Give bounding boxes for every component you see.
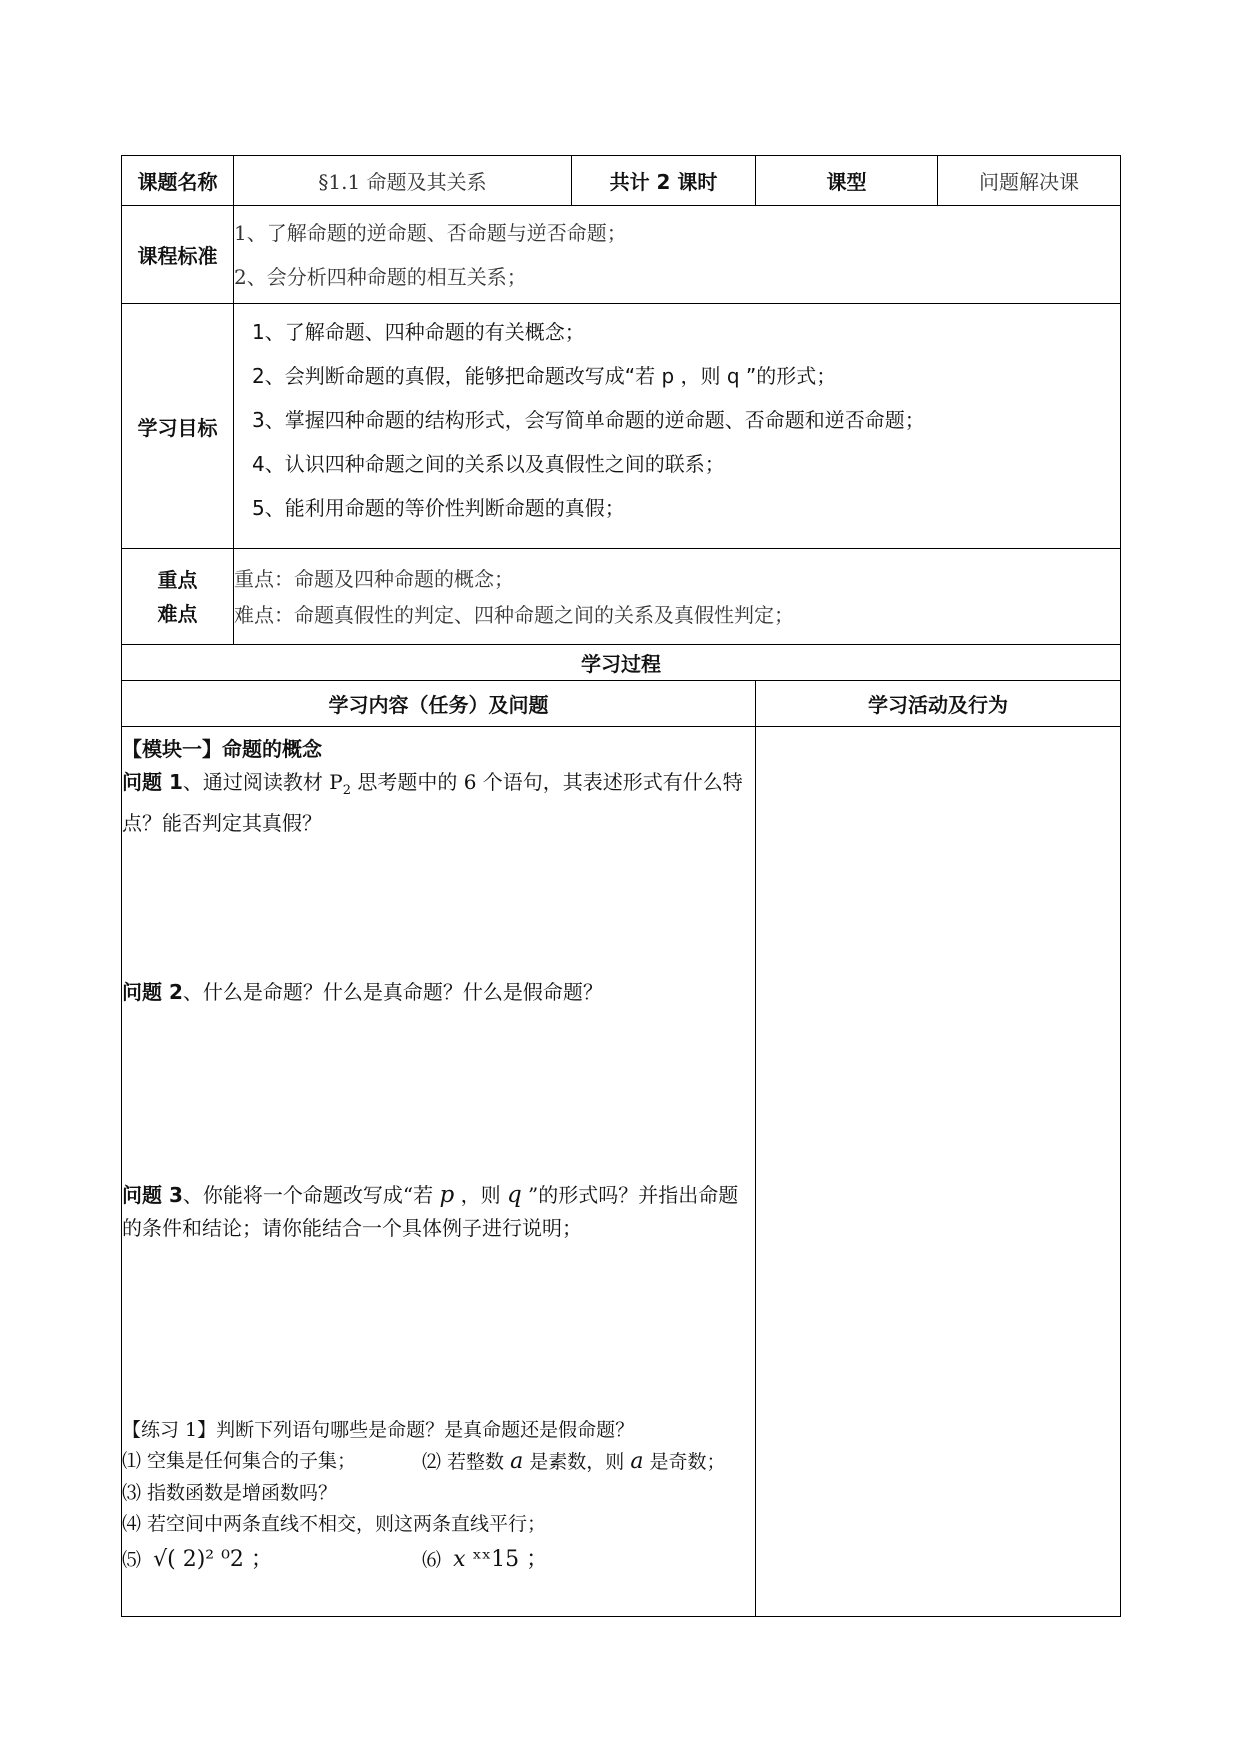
key-labels — [122, 549, 234, 645]
exercise-item-3: ⑶ 指数函数是增函数吗？ — [122, 1482, 338, 1504]
exercise-item-6-var: x — [453, 1547, 466, 1572]
exercise-item-5 — [122, 1544, 422, 1576]
exercise-item-1: ⑴ 空集是任何集合的子集； — [122, 1450, 357, 1472]
question-3-text-c: ”的形式吗？并指出命题的条件和结论；请你能结合一个具体例子进行说明； — [122, 1183, 739, 1240]
key-content — [234, 549, 1121, 645]
exercise-item-2-var: a — [510, 1449, 524, 1474]
question-2-text: 、什么是命题？什么是真命题？什么是假命题？ — [182, 980, 603, 1004]
question-3-label: 问题 3 — [122, 1183, 183, 1207]
process-title: 学习过程 — [122, 645, 1121, 681]
goal-item: 1、了解命题、四种命题的有关概念； — [252, 320, 585, 344]
module-title: 【模块一】命题的概念 — [122, 737, 322, 761]
process-header-row — [122, 681, 1121, 727]
question-1-text-b: 思考题中的 6 个语句，其表述形式有什么特点？能否判定其真假？ — [122, 770, 743, 835]
goal-item: 3、掌握四种命题的结构形式，会写简单命题的逆命题、否命题和逆否命题； — [252, 408, 925, 432]
question-1-label: 问题 1 — [122, 770, 183, 794]
goal-item: 5、能利用命题的等价性判断命题的真假； — [252, 496, 625, 520]
key-point-text: 重点：命题及四种命题的概念； — [234, 566, 514, 591]
goals-content — [234, 304, 1121, 549]
activity-column — [756, 727, 1121, 1617]
standard-item: 1、了解命题的逆命题、否命题与逆否命题； — [234, 220, 627, 245]
goal-item: 4、认识四种命题之间的关系以及真假性之间的联系； — [252, 452, 725, 476]
process-body-row — [122, 727, 1121, 1617]
activity-column-header: 学习活动及行为 — [756, 681, 1121, 727]
question-3-var-q: q — [506, 1182, 522, 1208]
exercise-row-5 — [122, 1544, 755, 1576]
exercise-title: 【练习 1】判断下列语句哪些是命题？是真命题还是假命题？ — [122, 1419, 635, 1441]
key-point-label: 重点 — [157, 567, 198, 592]
key-row — [122, 549, 1121, 645]
standard-row — [122, 206, 1121, 304]
goal-item: 2、会判断命题的真假，能够把命题改写成“若 p ，则 q ”的形式； — [252, 364, 837, 388]
question-3 — [122, 1179, 755, 1245]
answer-space-1 — [122, 840, 755, 976]
answer-space-2 — [122, 1009, 755, 1179]
question-1 — [122, 766, 755, 840]
question-2 — [122, 976, 755, 1009]
standard-item: 2、会分析四种命题的相互关系； — [234, 264, 527, 289]
question-1-subscript: 2 — [342, 783, 351, 798]
type-value: 问题解决课 — [938, 156, 1121, 206]
type-label: 课型 — [756, 156, 938, 206]
exercise-item-2-var2: a — [630, 1449, 644, 1474]
goals-row — [122, 304, 1121, 549]
exercise-item-4: ⑷ 若空间中两条直线不相交，则这两条直线平行； — [122, 1513, 547, 1535]
standard-content — [234, 206, 1121, 304]
header-row — [122, 156, 1121, 206]
question-2-label: 问题 2 — [122, 980, 183, 1004]
process-title-row — [122, 645, 1121, 681]
question-3-text-a: 、你能将一个命题改写成“若 — [182, 1183, 440, 1207]
standard-label: 课程标准 — [122, 206, 234, 304]
lesson-plan-table — [121, 155, 1121, 1617]
exercise-item-5-number: ⑸ — [122, 1549, 142, 1571]
exercise-item-6 — [422, 1544, 548, 1576]
exercise-item-6-number: ⑹ — [422, 1549, 442, 1571]
difficulty-label: 难点 — [157, 601, 198, 626]
content-column — [122, 727, 756, 1617]
difficulty-text: 难点：命题真假性的判定、四种命题之间的关系及真假性判定； — [234, 602, 794, 627]
goals-label: 学习目标 — [122, 304, 234, 549]
question-3-var-p: p — [439, 1182, 455, 1208]
answer-space-3 — [122, 1245, 755, 1415]
question-1-text-a: 、通过阅读教材 P — [182, 770, 343, 794]
hours-value: 共计 2 课时 — [572, 156, 756, 206]
title-label: 课题名称 — [122, 156, 234, 206]
exercise-item-6-expression: ˣˣ15 ； — [465, 1547, 549, 1572]
exercise-1 — [122, 1415, 755, 1576]
content-column-header: 学习内容（任务）及问题 — [122, 681, 756, 727]
exercise-item-2-c: 是奇数； — [643, 1451, 726, 1473]
exercise-item-2 — [422, 1446, 725, 1478]
exercise-item-5-expression: √( 2)² ⁰2 ； — [153, 1547, 273, 1572]
exercise-row-1 — [122, 1446, 755, 1478]
question-3-text-b: ，则 — [454, 1183, 507, 1207]
exercise-item-2-a: ⑵ 若整数 — [422, 1451, 511, 1473]
exercise-item-2-b: 是素数，则 — [523, 1451, 631, 1473]
title-value: §1.1 命题及其关系 — [234, 156, 572, 206]
